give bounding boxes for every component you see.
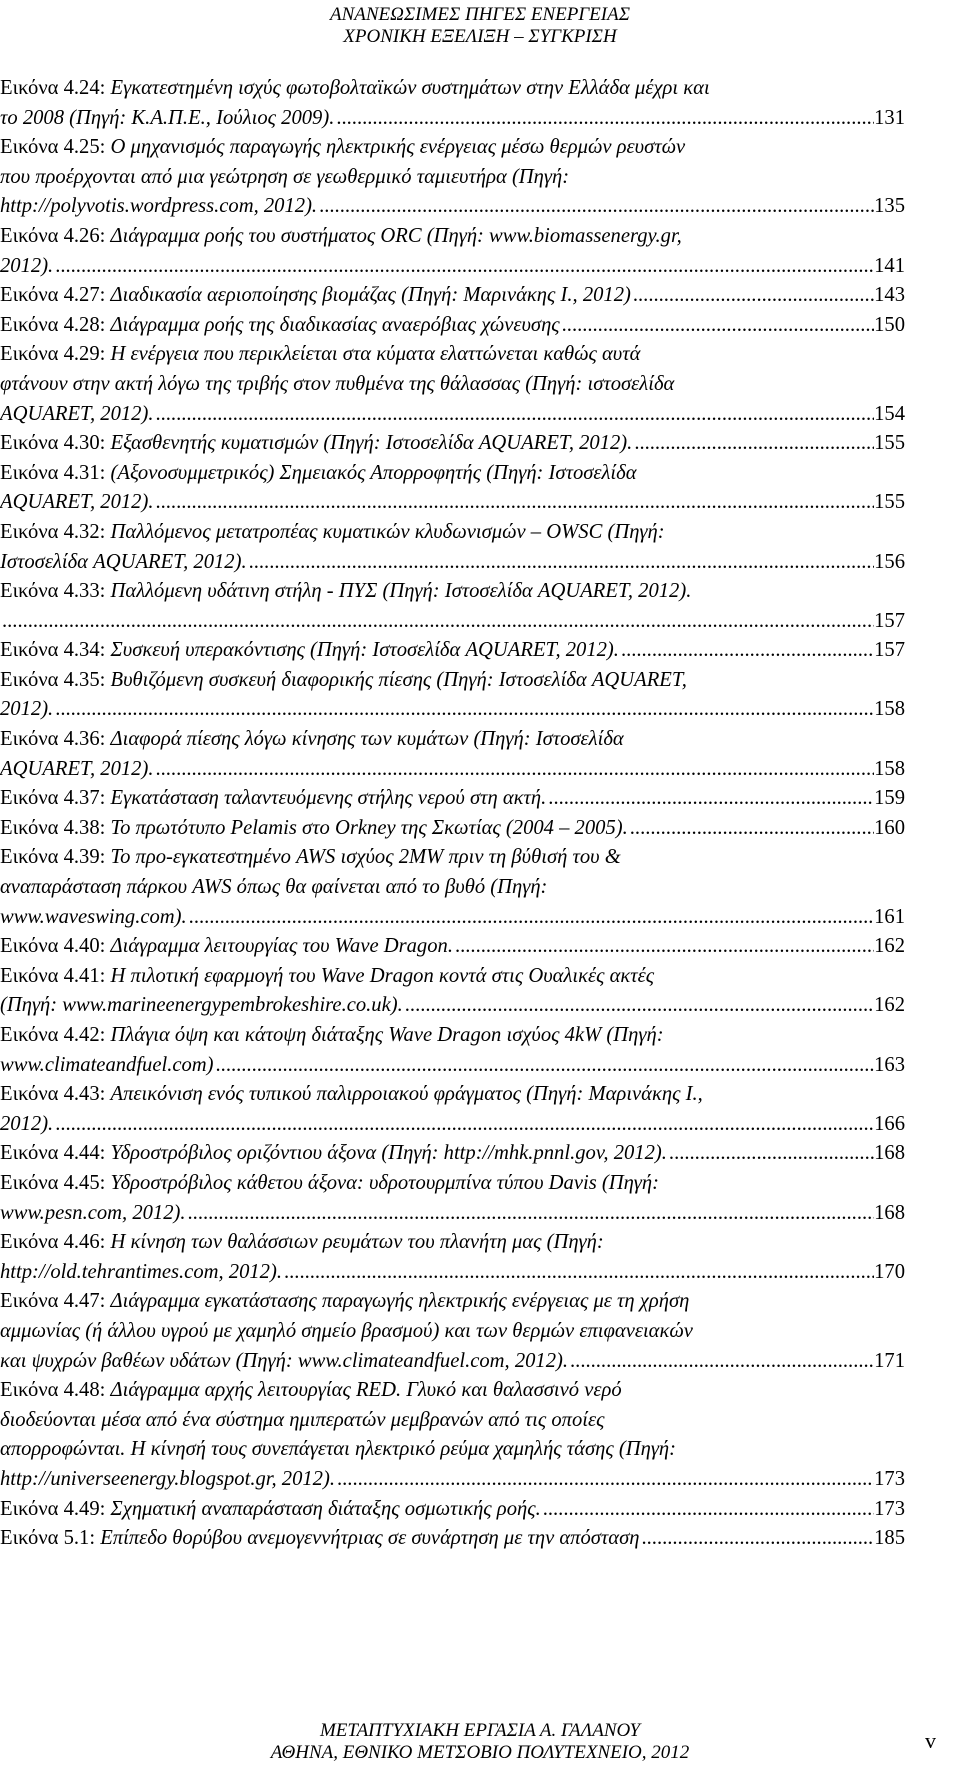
dot-leader — [621, 636, 874, 666]
figure-number: Εικόνα 4.25: — [0, 136, 111, 159]
figure-caption-text: Η ενέργεια που περικλείεται στα κύματα ελαττώνεται καθώς αυτά — [110, 343, 641, 366]
toc-entry[interactable] — [0, 962, 905, 1021]
figure-caption-text: Διαφορά πίεσης λόγω κίνησης των κυμάτων (Πηγή: Ιστοσελίδα — [110, 728, 624, 751]
footer-line-2: ΑΘΗΝΑ, ΕΘΝΙΚΟ ΜΕΤΣΟΒΙΟ ΠΟΛΥΤΕΧΝΕΙΟ, 2012 — [270, 1742, 690, 1763]
figure-number: Εικόνα 4.36: — [0, 728, 111, 751]
figure-caption-text: Απεικόνιση ενός τυπικού παλιρροιακού φράγματος (Πηγή: Μαρινάκης Ι., — [110, 1083, 703, 1106]
dot-leader — [249, 548, 875, 578]
toc-entry[interactable] — [0, 133, 905, 222]
dot-leader — [543, 1495, 874, 1525]
page-reference[interactable]: 157 — [874, 639, 905, 662]
dot-leader — [570, 1347, 874, 1377]
page-reference[interactable]: 158 — [874, 698, 905, 721]
dot-leader — [336, 104, 874, 134]
toc-entry[interactable] — [0, 1228, 905, 1287]
toc-entry-line — [0, 725, 905, 755]
figure-caption-text: Ο μηχανισμός παραγωγής ηλεκτρικής ενέργειας μέσω θερμών ρευστών — [110, 136, 686, 159]
toc-entry-leader-line — [0, 903, 905, 933]
figure-number: Εικόνα 4.26: — [0, 224, 111, 247]
toc-entry[interactable] — [0, 518, 905, 577]
toc-entry-leader-line — [0, 932, 905, 962]
page-reference[interactable]: 170 — [874, 1260, 905, 1283]
figure-number: Εικόνα 4.37: — [0, 787, 111, 810]
page-reference[interactable]: 161 — [874, 905, 905, 928]
toc-entry-line — [0, 1080, 905, 1110]
page-reference[interactable]: 156 — [874, 550, 905, 573]
figure-caption-text: που προέρχονται από μια γεώτρηση σε γεωθερμικό ταμιευτήρα (Πηγή: — [0, 165, 570, 188]
figure-caption-text: Διάγραμμα αρχής λειτουργίας RED. Γλυκό και θαλασσινό νερό — [110, 1379, 622, 1402]
dot-leader — [155, 488, 874, 518]
toc-entry[interactable] — [0, 1139, 905, 1169]
toc-entry[interactable] — [0, 222, 905, 281]
page-reference[interactable]: 173 — [874, 1497, 905, 1520]
toc-entry-leader-line — [0, 755, 905, 785]
toc-entry-line — [0, 962, 905, 992]
figure-number: Εικόνα 4.33: — [0, 580, 111, 603]
figure-caption-text: Εξασθενητής κυματισμών (Πηγή: Ιστοσελίδα AQUARET, 2012). — [110, 432, 633, 455]
toc-entry[interactable] — [0, 1169, 905, 1228]
page-reference[interactable]: 163 — [874, 1053, 905, 1076]
toc-entry-line — [0, 873, 905, 903]
figure-caption-text: διοδεύονται μέσα από ένα σύστημα ημιπερατών μεμβρανών από τις οποίες — [0, 1408, 605, 1431]
dot-leader — [216, 1051, 875, 1081]
figure-number: Εικόνα 5.1: — [0, 1527, 101, 1550]
toc-entry-line — [0, 222, 905, 252]
toc-entry-line — [0, 577, 905, 607]
dot-leader — [548, 784, 874, 814]
figure-number: Εικόνα 4.29: — [0, 343, 111, 366]
toc-entry[interactable] — [0, 340, 905, 429]
toc-entry-leader-line — [0, 400, 905, 430]
page-reference[interactable]: 150 — [874, 313, 905, 336]
toc-entry[interactable] — [0, 1524, 905, 1554]
figure-caption-text: Το προ-εγκατεστημένο AWS ισχύος 2MW πριν τη βύθισή του & — [110, 846, 621, 869]
figure-number: Εικόνα 4.38: — [0, 816, 111, 839]
page-reference[interactable]: 168 — [874, 1142, 905, 1165]
page-reference[interactable]: 141 — [874, 254, 905, 277]
figure-caption-text: Η κίνηση των θαλάσσιων ρευμάτων του πλανήτη μας (Πηγή: — [110, 1231, 604, 1254]
toc-entry-leader-line — [0, 488, 905, 518]
page-reference[interactable]: 159 — [874, 787, 905, 810]
dot-leader — [669, 1139, 874, 1169]
figure-caption-text: Παλλόμενη υδάτινη στήλη - ΠΥΣ (Πηγή: Ιστοσελίδα AQUARET, 2012). — [110, 580, 692, 603]
dot-leader — [284, 1258, 874, 1288]
figure-caption-text: www.pesn.com, 2012). — [0, 1201, 186, 1224]
figure-caption-text: Ιστοσελίδα AQUARET, 2012). — [0, 550, 247, 573]
dot-leader — [188, 1199, 875, 1229]
toc-entry[interactable] — [0, 74, 905, 133]
figure-caption-text: απορροφώνται. Η κίνησή τους συνεπάγεται ηλεκτρικό ρεύμα χαμηλής τάσης (Πηγή: — [0, 1438, 677, 1461]
running-header — [0, 4, 960, 48]
dot-leader — [155, 755, 874, 785]
figure-caption-text: Βυθιζόμενη συσκευή διαφορικής πίεσης (Πηγή: Ιστοσελίδα AQUARET, — [110, 668, 687, 691]
figure-caption-text: Σχηματική αναπαράσταση διάταξης οσμωτικής ροής. — [110, 1497, 541, 1520]
dot-leader — [337, 1465, 874, 1495]
page-reference[interactable]: 143 — [874, 284, 905, 307]
figure-caption-text: φτάνουν στην ακτή λόγω της τριβής στον πυθμένα της θάλασσας (Πηγή: ιστοσελίδα — [0, 372, 675, 395]
figure-caption-text: και ψυχρών βαθέων υδάτων (Πηγή: www.climateandfuel.com, 2012). — [0, 1349, 569, 1372]
page-reference[interactable]: 157 — [874, 609, 905, 632]
figure-caption-text: Επίπεδο θορύβου ανεμογεννήτριας σε συνάρτηση με την απόσταση — [100, 1527, 640, 1550]
figure-caption-text: www.waveswing.com). — [0, 905, 187, 928]
figure-caption-text: http://polyvotis.wordpress.com, 2012). — [0, 195, 318, 218]
figure-number: Εικόνα 4.30: — [0, 432, 111, 455]
toc-entry-leader-line — [0, 784, 905, 814]
page-reference[interactable]: 173 — [874, 1467, 905, 1490]
page-reference[interactable]: 155 — [874, 432, 905, 455]
toc-entry-leader-line — [0, 1465, 905, 1495]
figure-caption-text: Υδροστρόβιλος κάθετου άξονα: υδροτουρμπίνα τύπου Davis (Πηγή: — [110, 1171, 659, 1194]
footer-line-1: ΜΕΤΑΠΤΥΧΙΑΚΗ ΕΡΓΑΣΙΑ Α. ΓΑΛΑΝΟΥ — [319, 1720, 641, 1741]
toc-entry-line — [0, 843, 905, 873]
page-reference[interactable]: 185 — [874, 1527, 905, 1550]
dot-leader — [630, 814, 874, 844]
toc-entry-line — [0, 1435, 905, 1465]
dot-leader — [634, 429, 874, 459]
dot-leader — [55, 252, 874, 282]
figure-caption-text: Εγκατάσταση ταλαντευόμενης στήλης νερού στη ακτή. — [110, 787, 547, 810]
figure-number: Εικόνα 4.34: — [0, 639, 111, 662]
toc-entry[interactable] — [0, 1080, 905, 1139]
toc-entry[interactable] — [0, 814, 905, 844]
figure-caption-text: Η πιλοτική εφαρμογή του Wave Dragon κοντά στις Ουαλικές ακτές — [110, 964, 655, 987]
toc-entry-line — [0, 1169, 905, 1199]
dot-leader — [2, 607, 874, 637]
toc-entry[interactable] — [0, 1287, 905, 1376]
figure-number: Εικόνα 4.28: — [0, 313, 111, 336]
toc-entry[interactable] — [0, 843, 905, 932]
page-reference[interactable]: 162 — [874, 935, 905, 958]
toc-entry[interactable] — [0, 1376, 905, 1494]
toc-entry-leader-line — [0, 429, 905, 459]
dot-leader — [55, 695, 874, 725]
dot-leader — [405, 991, 874, 1021]
figure-caption-text: αμμωνίας (ή άλλου υγρού με χαμηλό σημείο βρασμού) και των θερμών επιφανειακών — [0, 1319, 693, 1342]
dot-leader — [633, 281, 874, 311]
figure-caption-text: Πλάγια όψη και κάτοψη διάταξης Wave Dragon ισχύος 4kW (Πηγή: — [110, 1024, 664, 1046]
figure-caption-text: AQUARET, 2012). — [0, 491, 154, 514]
figure-number: Εικόνα 4.35: — [0, 668, 111, 691]
toc-entry[interactable] — [0, 1021, 905, 1080]
figure-number: Εικόνα 4.48: — [0, 1379, 111, 1402]
toc-entry-line — [0, 459, 905, 489]
figure-caption-text: Υδροστρόβιλος οριζόντιου άξονα (Πηγή: http://mhk.pnnl.gov, 2012). — [110, 1142, 667, 1165]
toc-entry-leader-line — [0, 192, 905, 222]
figure-number: Εικόνα 4.24: — [0, 77, 111, 99]
figure-number: Εικόνα 4.27: — [0, 284, 111, 307]
toc-entry-leader-line — [0, 695, 905, 725]
toc-entry-line — [0, 1376, 905, 1406]
figure-caption-text: 2012). — [0, 254, 54, 277]
figure-number: Εικόνα 4.39: — [0, 846, 111, 869]
toc-entry[interactable] — [0, 725, 905, 784]
page-reference[interactable]: 154 — [874, 402, 905, 425]
figure-number: Εικόνα 4.46: — [0, 1231, 111, 1254]
figure-caption-text: Παλλόμενος μετατροπέας κυματικών κλυδωνισμών – OWSC (Πηγή: — [110, 520, 665, 543]
figure-number: Εικόνα 4.49: — [0, 1497, 111, 1520]
page-reference[interactable]: 135 — [874, 195, 905, 218]
toc-entry[interactable] — [0, 311, 905, 341]
figure-number: Εικόνα 4.45: — [0, 1171, 111, 1194]
figure-caption-text: 2012). — [0, 698, 54, 721]
figure-caption-text: Διάγραμμα εγκατάστασης παραγωγής ηλεκτρικής ενέργειας με τη χρήση — [110, 1290, 690, 1313]
toc-entry-line — [0, 1317, 905, 1347]
figure-number: Εικόνα 4.43: — [0, 1083, 111, 1106]
page-reference[interactable]: 160 — [874, 816, 905, 839]
toc-entry[interactable] — [0, 636, 905, 666]
page-number: v — [925, 1728, 936, 1753]
figure-number: Εικόνα 4.41: — [0, 964, 111, 987]
figure-number: Εικόνα 4.40: — [0, 935, 111, 958]
list-of-figures — [0, 74, 905, 1554]
toc-entry-line — [0, 1406, 905, 1436]
figure-caption-text: Το πρωτότυπο Pelamis στο Orkney της Σκωτίας (2004 – 2005). — [110, 816, 628, 839]
dot-leader — [155, 400, 874, 430]
figure-number: Εικόνα 4.31: — [0, 461, 111, 484]
toc-entry-leader-line — [0, 252, 905, 282]
toc-entry-leader-line — [0, 1110, 905, 1140]
figure-number: Εικόνα 4.42: — [0, 1024, 111, 1046]
toc-entry-leader-line — [0, 548, 905, 578]
figure-caption-text: αναπαράσταση πάρκου AWS όπως θα φαίνεται από το βυθό (Πηγή: — [0, 876, 548, 899]
figure-number: Εικόνα 4.44: — [0, 1142, 111, 1165]
figure-caption-text: (Πηγή: www.marineenergypembrokeshire.co.uk). — [0, 994, 403, 1017]
dot-leader — [642, 1524, 875, 1554]
toc-entry[interactable] — [0, 281, 905, 311]
toc-entry-leader-line — [0, 311, 905, 341]
figure-caption-text: (Αξονοσυμμετρικός) Σημειακός Απορροφητής (Πηγή: Ιστοσελίδα — [110, 461, 637, 484]
toc-entry-leader-line — [0, 104, 905, 134]
toc-entry[interactable] — [0, 1495, 905, 1525]
toc-entry-line — [0, 163, 905, 193]
header-line-2: ΧΡΟΝΙΚΗ ΕΞΕΛΙΞΗ – ΣΥΓΚΡΙΣΗ — [343, 26, 617, 47]
toc-entry-line — [0, 133, 905, 163]
toc-entry[interactable] — [0, 932, 905, 962]
toc-entry-leader-line — [0, 814, 905, 844]
figure-caption-text: 2012). — [0, 1112, 54, 1135]
toc-entry-leader-line — [0, 636, 905, 666]
toc-entry-line — [0, 518, 905, 548]
toc-entry-line — [0, 1287, 905, 1317]
figure-caption-text: Διάγραμμα λειτουργίας του Wave Dragon. — [110, 935, 453, 958]
toc-entry-leader-line — [0, 1347, 905, 1377]
running-footer — [0, 1720, 960, 1764]
figure-caption-text: Διάγραμμα ροής της διαδικασίας αναερόβιας χώνευσης — [110, 313, 560, 336]
toc-entry[interactable] — [0, 666, 905, 725]
figure-caption-text: Συσκευή υπερακόντισης (Πηγή: Ιστοσελίδα AQUARET, 2012). — [110, 639, 619, 662]
toc-entry-leader-line — [0, 1524, 905, 1554]
page-reference[interactable]: 155 — [874, 491, 905, 514]
page-reference[interactable]: 168 — [874, 1201, 905, 1224]
dot-leader — [55, 1110, 874, 1140]
page-reference[interactable]: 131 — [874, 106, 905, 129]
figure-caption-text: http://universeenergy.blogspot.gr, 2012). — [0, 1467, 335, 1490]
page-reference[interactable]: 158 — [874, 757, 905, 780]
toc-entry-line — [0, 1021, 905, 1051]
toc-entry-leader-line — [0, 1051, 905, 1081]
toc-entry[interactable] — [0, 429, 905, 459]
figure-number: Εικόνα 4.47: — [0, 1290, 111, 1313]
toc-entry-leader-line — [0, 1495, 905, 1525]
toc-entry-leader-line — [0, 1199, 905, 1229]
dot-leader — [562, 311, 874, 341]
toc-entry[interactable] — [0, 459, 905, 518]
toc-entry-leader-line — [0, 607, 905, 637]
page-reference[interactable]: 162 — [874, 994, 905, 1017]
figure-caption-text: AQUARET, 2012). — [0, 757, 154, 780]
toc-entry-line — [0, 340, 905, 370]
dot-leader — [319, 192, 874, 222]
toc-entry-line — [0, 666, 905, 696]
toc-entry[interactable] — [0, 577, 905, 636]
header-line-1: ΑΝΑΝΕΩΣΙΜΕΣ ΠΗΓΕΣ ΕΝΕΡΓΕΙΑΣ — [329, 4, 631, 25]
figure-caption-text: Διαδικασία αεριοποίησης βιομάζας (Πηγή: Μαρινάκης Ι., 2012) — [110, 284, 631, 307]
figure-caption-text: AQUARET, 2012). — [0, 402, 154, 425]
toc-entry-leader-line — [0, 1139, 905, 1169]
figure-caption-text: Εγκατεστημένη ισχύς φωτοβολταϊκών συστημάτων στην Ελλάδα μέχρι και — [110, 77, 710, 99]
toc-entry[interactable] — [0, 784, 905, 814]
figure-caption-text: Διάγραμμα ροής του συστήματος ORC (Πηγή: www.biomassenergy.gr, — [110, 224, 682, 247]
toc-entry-line — [0, 1228, 905, 1258]
page-reference[interactable]: 166 — [874, 1112, 905, 1135]
toc-entry-leader-line — [0, 991, 905, 1021]
page-reference[interactable]: 171 — [874, 1349, 905, 1372]
figure-caption-text: www.climateandfuel.com) — [0, 1053, 214, 1076]
toc-entry-leader-line — [0, 281, 905, 311]
toc-entry-leader-line — [0, 1258, 905, 1288]
figure-caption-text: το 2008 (Πηγή: Κ.Α.Π.Ε., Ιούλιος 2009). — [0, 106, 335, 129]
dot-leader — [189, 903, 874, 933]
dot-leader — [455, 932, 874, 962]
figure-number: Εικόνα 4.32: — [0, 520, 111, 543]
toc-entry-line — [0, 74, 905, 104]
figure-caption-text: http://old.tehrantimes.com, 2012). — [0, 1260, 282, 1283]
toc-entry-line — [0, 370, 905, 400]
